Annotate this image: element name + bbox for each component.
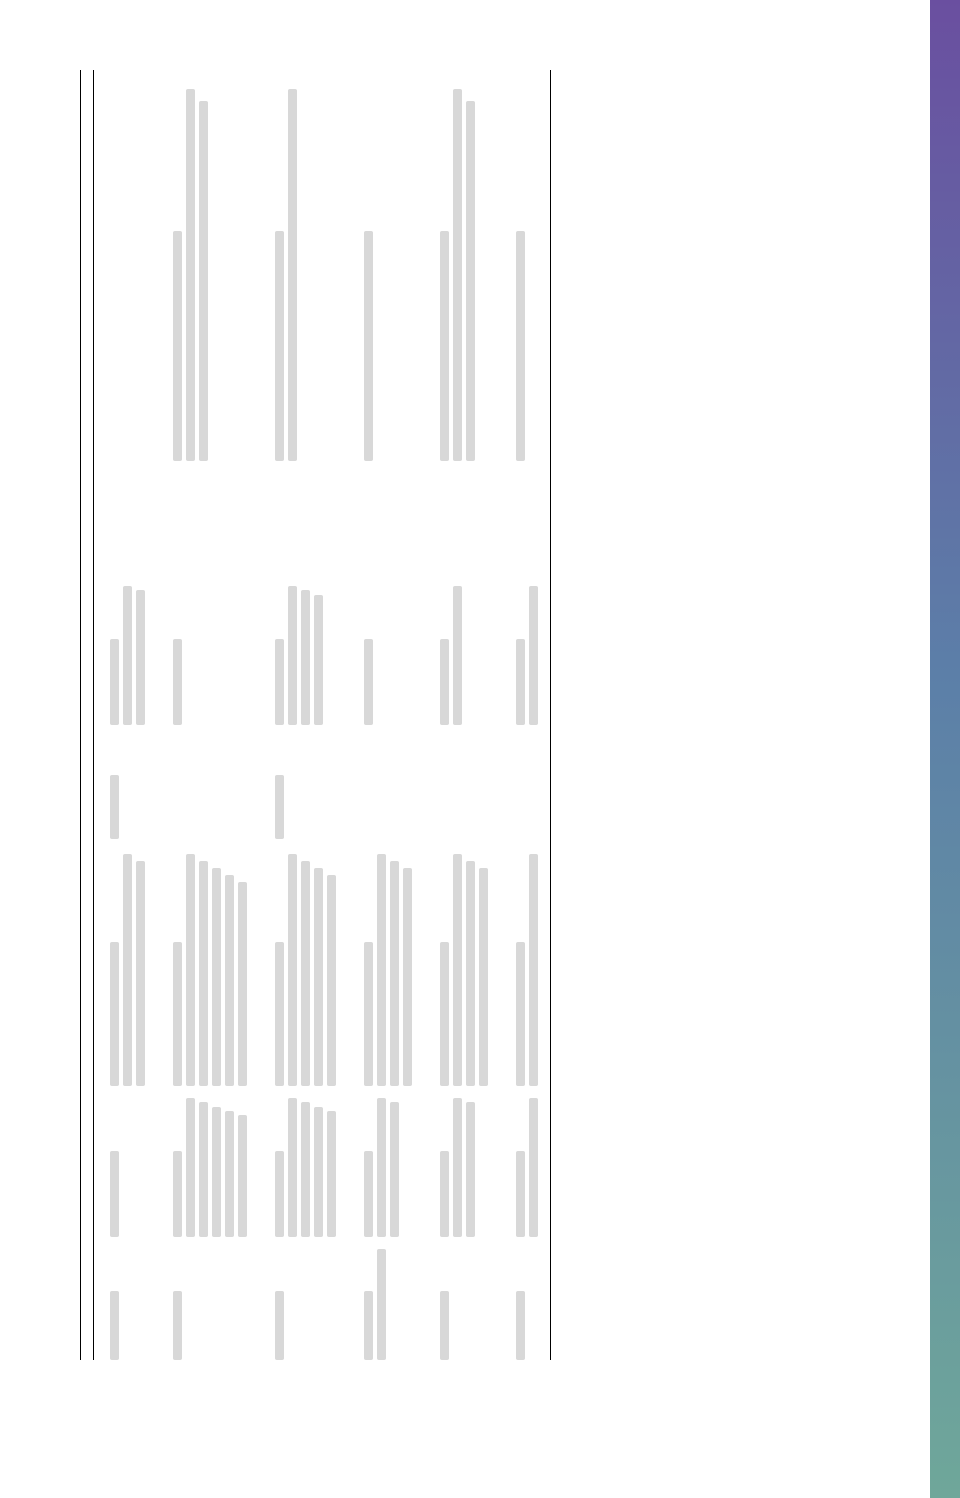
table-row [94, 70, 158, 1360]
text-line-placeholder [516, 942, 525, 1085]
table-body [94, 70, 551, 1360]
table-cell [157, 839, 259, 1086]
table-cell [348, 574, 424, 725]
text-line-placeholder [288, 586, 297, 725]
column-header [81, 725, 94, 838]
table-cell [348, 839, 424, 1086]
table-cell [157, 1086, 259, 1237]
table-cell [94, 1237, 158, 1360]
table-cell [157, 725, 259, 838]
table-cell [157, 1237, 259, 1360]
text-line-placeholder [440, 1151, 449, 1237]
column-header [81, 574, 94, 725]
text-line-placeholder [225, 1111, 234, 1237]
side-color-bar [930, 0, 960, 1498]
text-line-placeholder [275, 775, 284, 838]
table-cell [424, 725, 500, 838]
text-line-placeholder [314, 595, 323, 726]
table-cell [500, 70, 551, 461]
column-header [81, 461, 94, 574]
text-line-placeholder [123, 586, 132, 725]
text-line-placeholder [186, 1098, 195, 1237]
table-cell [348, 1086, 424, 1237]
table-cell [94, 1086, 158, 1237]
text-line-placeholder [440, 942, 449, 1085]
text-line-placeholder [225, 875, 234, 1085]
table-cell [424, 461, 500, 574]
table-cell [259, 461, 348, 574]
text-line-placeholder [275, 639, 284, 725]
text-line-placeholder [136, 861, 145, 1086]
table-cell [94, 839, 158, 1086]
text-line-placeholder [479, 868, 488, 1086]
text-line-placeholder [327, 875, 336, 1085]
text-line-placeholder [301, 861, 310, 1086]
text-line-placeholder [440, 639, 449, 725]
table-cell [424, 574, 500, 725]
text-line-placeholder [403, 868, 412, 1086]
text-line-placeholder [110, 775, 119, 838]
text-line-placeholder [364, 231, 373, 461]
text-line-placeholder [453, 1098, 462, 1237]
table-cell [348, 461, 424, 574]
text-line-placeholder [516, 639, 525, 725]
text-line-placeholder [275, 942, 284, 1085]
table-row [348, 70, 424, 1360]
text-line-placeholder [466, 101, 475, 461]
table-cell [94, 574, 158, 725]
text-line-placeholder [288, 1098, 297, 1237]
column-header [81, 839, 94, 1086]
text-line-placeholder [453, 89, 462, 460]
text-line-placeholder [173, 1151, 182, 1237]
table-header-row [81, 70, 94, 1360]
text-line-placeholder [377, 854, 386, 1086]
rotated-table-wrapper [50, 60, 670, 1360]
text-line-placeholder [327, 1111, 336, 1237]
column-header [81, 70, 94, 461]
table-cell [259, 839, 348, 1086]
table-cell [259, 725, 348, 838]
text-line-placeholder [529, 586, 538, 725]
medication-table [80, 70, 551, 1360]
text-line-placeholder [516, 231, 525, 461]
table-cell [424, 1086, 500, 1237]
text-line-placeholder [288, 854, 297, 1086]
table-row [500, 70, 551, 1360]
text-line-placeholder [364, 1151, 373, 1237]
text-line-placeholder [275, 231, 284, 461]
table-cell [424, 70, 500, 461]
text-line-placeholder [453, 854, 462, 1086]
table-cell [259, 1086, 348, 1237]
table-cell [500, 1237, 551, 1360]
text-line-placeholder [301, 591, 310, 726]
text-line-placeholder [364, 639, 373, 725]
column-header [81, 1086, 94, 1237]
table-cell [259, 70, 348, 461]
table-cell [424, 839, 500, 1086]
text-line-placeholder [314, 868, 323, 1086]
text-line-placeholder [110, 1291, 119, 1360]
text-line-placeholder [529, 1098, 538, 1237]
text-line-placeholder [275, 1291, 284, 1360]
text-line-placeholder [173, 942, 182, 1085]
table-row [259, 70, 348, 1360]
text-line-placeholder [186, 89, 195, 460]
text-line-placeholder [377, 1249, 386, 1360]
text-line-placeholder [529, 854, 538, 1086]
text-line-placeholder [275, 1151, 284, 1237]
table-row [157, 70, 259, 1360]
table-cell [94, 725, 158, 838]
text-line-placeholder [364, 942, 373, 1085]
text-line-placeholder [110, 639, 119, 725]
table-cell [259, 1237, 348, 1360]
text-line-placeholder [186, 854, 195, 1086]
text-line-placeholder [173, 639, 182, 725]
table-cell [348, 70, 424, 461]
table-cell [500, 461, 551, 574]
text-line-placeholder [110, 942, 119, 1085]
text-line-placeholder [238, 1115, 247, 1237]
text-line-placeholder [199, 861, 208, 1086]
text-line-placeholder [440, 1291, 449, 1360]
table-cell [348, 1237, 424, 1360]
text-line-placeholder [440, 231, 449, 461]
text-line-placeholder [199, 1102, 208, 1237]
text-line-placeholder [136, 591, 145, 726]
table-cell [348, 725, 424, 838]
text-line-placeholder [516, 1291, 525, 1360]
text-line-placeholder [110, 1151, 119, 1237]
table-row [424, 70, 500, 1360]
text-line-placeholder [212, 1107, 221, 1238]
text-line-placeholder [453, 586, 462, 725]
text-line-placeholder [377, 1098, 386, 1237]
table-cell [259, 574, 348, 725]
text-line-placeholder [390, 861, 399, 1086]
table-cell [500, 1086, 551, 1237]
text-line-placeholder [314, 1107, 323, 1238]
text-line-placeholder [364, 1291, 373, 1360]
text-line-placeholder [390, 1102, 399, 1237]
text-line-placeholder [123, 854, 132, 1086]
table-cell [94, 461, 158, 574]
text-line-placeholder [466, 1102, 475, 1237]
text-line-placeholder [238, 882, 247, 1085]
column-header [81, 1237, 94, 1360]
table-cell [157, 574, 259, 725]
table-cell [500, 574, 551, 725]
text-line-placeholder [288, 89, 297, 460]
table-cell [424, 1237, 500, 1360]
text-line-placeholder [173, 1291, 182, 1360]
text-line-placeholder [199, 101, 208, 461]
text-line-placeholder [301, 1102, 310, 1237]
text-line-placeholder [173, 231, 182, 461]
table-cell [157, 461, 259, 574]
table-cell [157, 70, 259, 461]
text-line-placeholder [466, 861, 475, 1086]
text-line-placeholder [212, 868, 221, 1086]
text-line-placeholder [516, 1151, 525, 1237]
table-cell [500, 725, 551, 838]
table-cell [500, 839, 551, 1086]
table-cell [94, 70, 158, 461]
